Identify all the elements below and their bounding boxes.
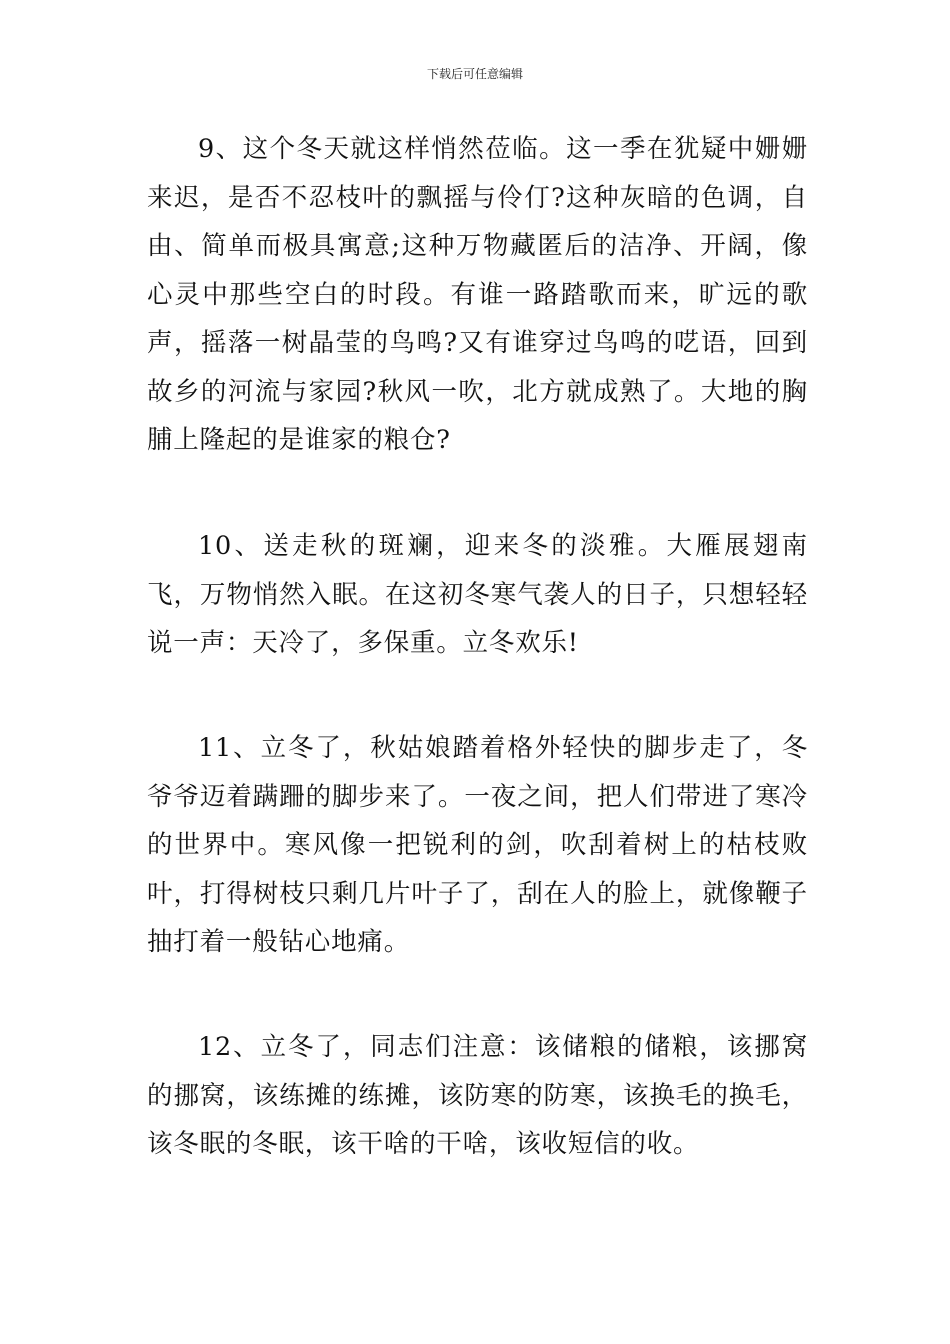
paragraph-11: 11、立冬了，秋姑娘踏着格外轻快的脚步走了，冬爷爷迈着蹒跚的脚步来了。一夜之间，把人们带进了寒冷的世界中。寒风像一把锐利的剑，吹刮着树上的枯枝败叶，打得树枝只剩几片叶子了，刮在人的脸上，就像鞭子抽打着一般钻心地痛。 bbox=[147, 733, 808, 957]
paragraph-9: 9、这个冬天就这样悄然莅临。这一季在犹疑中姗姗来迟，是否不忍枝叶的飘摇与伶仃?这种灰暗的色调，自由、简单而极具寓意;这种万物藏匿后的洁净、开阔，像心灵中那些空白的时段。有谁一路踏歌而来，旷远的歌声，摇落一树晶莹的鸟鸣?又有谁穿过鸟鸣的呓语，回到故乡的河流与家园?秋风一吹，北方就成熟了。大地的胸脯上隆起的是谁家的粮仓? bbox=[147, 134, 808, 455]
page-header: 下载后可任意编辑 bbox=[426, 67, 523, 81]
paragraph-12: 12、立冬了，同志们注意：该储粮的储粮，该挪窝的挪窝，该练摊的练摊，该防寒的防寒，该换毛的换毛，该冬眠的冬眠，该干啥的干啥，该收短信的收。 bbox=[147, 1032, 808, 1159]
paragraph-10: 10、送走秋的斑斓，迎来冬的淡雅。大雁展翅南飞，万物悄然入眠。在这初冬寒气袭人的日子，只想轻轻说一声：天冷了，多保重。立冬欢乐! bbox=[147, 531, 808, 658]
